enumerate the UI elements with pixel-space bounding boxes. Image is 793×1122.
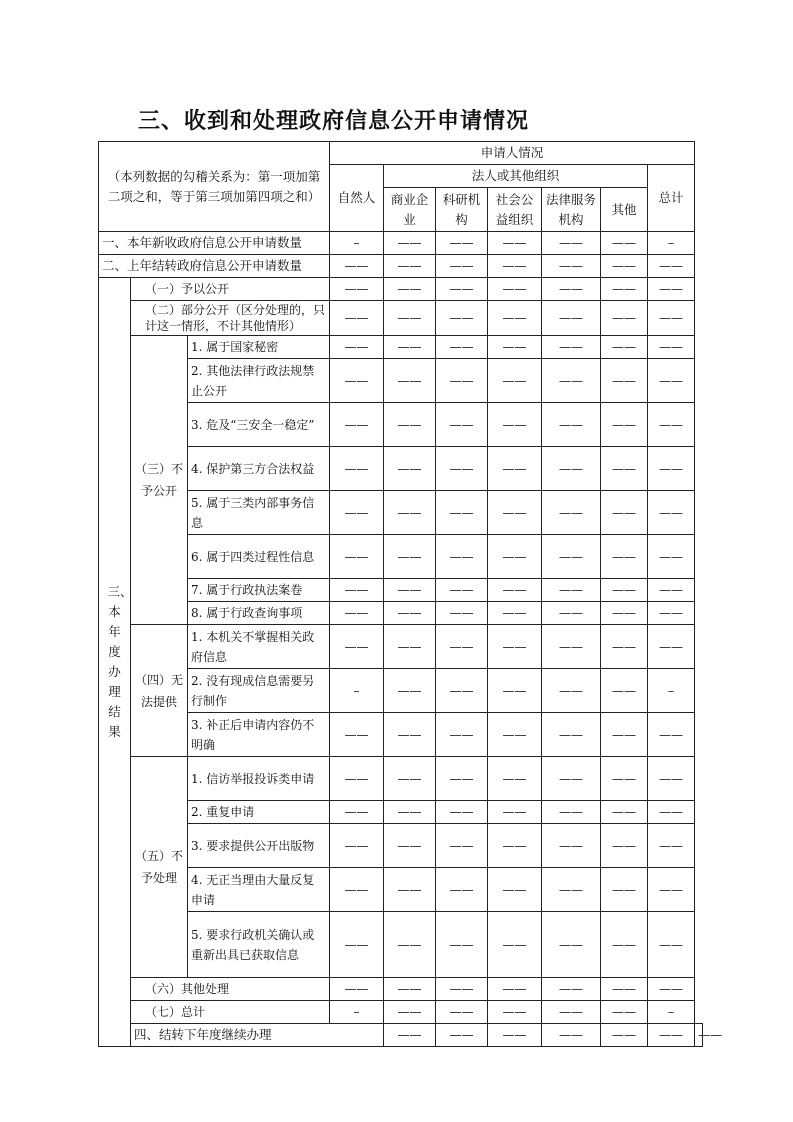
value-cell: ——	[488, 1001, 542, 1024]
value-cell: ——	[601, 336, 648, 359]
item-not-disclose: 4. 保护第三方合法权益	[188, 447, 330, 491]
value-cell: ——	[542, 801, 601, 824]
value-cell: ——	[648, 1024, 695, 1047]
value-cell: ——	[436, 301, 488, 336]
value-cell: ——	[542, 491, 601, 535]
value-cell: ——	[648, 359, 695, 403]
row-partial-disclose: （二）部分公开（区分处理的，只计这一情形，不计其他情形）	[131, 301, 330, 336]
value-cell: ——	[488, 255, 542, 278]
header-note: （本列数据的勾稽关系为：第一项加第二项之和，等于第三项加第四项之和）	[99, 142, 330, 232]
value-cell: ——	[488, 757, 542, 801]
value-cell: ——	[601, 602, 648, 625]
value-cell: ——	[648, 535, 695, 579]
value-cell: ——	[488, 868, 542, 912]
value-cell: ——	[384, 1001, 436, 1024]
value-cell: ——	[601, 359, 648, 403]
value-cell: ——	[384, 713, 436, 757]
group-not-process: （五）不予处理	[131, 757, 188, 978]
value-cell: ——	[384, 625, 436, 669]
value-cell: ——	[330, 403, 384, 447]
value-cell: ——	[488, 301, 542, 336]
item-cannot-provide: 2. 没有现成信息需要另行制作	[188, 669, 330, 713]
row-carry-forward: 四、结转下年度继续办理	[131, 1024, 384, 1047]
value-cell: ——	[648, 713, 695, 757]
value-cell: ——	[648, 868, 695, 912]
value-cell: ——	[436, 491, 488, 535]
value-cell: ——	[542, 535, 601, 579]
value-cell: ——	[384, 602, 436, 625]
value-cell: ——	[384, 1024, 436, 1047]
section-results-text: 三、本年度办理结果	[107, 584, 133, 739]
value-cell: ——	[601, 978, 648, 1001]
value-cell: ——	[542, 447, 601, 491]
value-cell: ——	[488, 232, 542, 255]
value-cell: ——	[384, 278, 436, 301]
value-cell: ——	[648, 602, 695, 625]
value-cell: ——	[330, 602, 384, 625]
group-not-disclose: （三）不予公开	[131, 336, 188, 625]
value-cell: ——	[648, 255, 695, 278]
value-cell: ——	[384, 912, 436, 978]
value-cell: ——	[488, 278, 542, 301]
value-cell: ——	[601, 757, 648, 801]
value-cell: ——	[436, 912, 488, 978]
value-cell: ——	[384, 669, 436, 713]
value-cell: ——	[436, 232, 488, 255]
value-cell: ——	[648, 278, 695, 301]
header-legal-service: 法律服务机构	[542, 188, 601, 232]
value-cell: ——	[601, 232, 648, 255]
item-not-process: 3. 要求提供公开出版物	[188, 824, 330, 868]
value-cell: ——	[601, 1024, 648, 1047]
row-subtotal: （七）总计	[131, 1001, 330, 1024]
value-cell: ——	[488, 912, 542, 978]
value-cell: ——	[648, 824, 695, 868]
value-cell: ——	[384, 868, 436, 912]
header-total: 总计	[648, 165, 695, 232]
value-cell: ——	[330, 824, 384, 868]
value-cell: ——	[542, 403, 601, 447]
value-cell: ——	[436, 535, 488, 579]
value-cell: ——	[330, 359, 384, 403]
value-cell: ——	[601, 301, 648, 336]
value-cell: ——	[648, 447, 695, 491]
value-cell: ——	[648, 757, 695, 801]
value-cell: ——	[436, 278, 488, 301]
item-not-process: 2. 重复申请	[188, 801, 330, 824]
value-cell: ——	[436, 1024, 488, 1047]
item-cannot-provide: 1. 本机关不掌握相关政府信息	[188, 625, 330, 669]
value-cell: ——	[601, 625, 648, 669]
value-cell: ——	[601, 403, 648, 447]
item-not-disclose: 1. 属于国家秘密	[188, 336, 330, 359]
value-cell: –	[330, 1001, 384, 1024]
value-cell: ——	[488, 447, 542, 491]
value-cell: ——	[648, 625, 695, 669]
value-cell: ——	[330, 713, 384, 757]
value-cell: ——	[488, 359, 542, 403]
value-cell: ——	[330, 978, 384, 1001]
value-cell: ——	[384, 978, 436, 1001]
value-cell: ——	[488, 336, 542, 359]
value-cell: ——	[330, 912, 384, 978]
value-cell: ——	[384, 447, 436, 491]
value-cell: ——	[330, 535, 384, 579]
value-cell: ——	[384, 403, 436, 447]
value-cell: ——	[384, 301, 436, 336]
value-cell: ——	[436, 1001, 488, 1024]
value-cell: ——	[601, 713, 648, 757]
section-title: 三、收到和处理政府信息公开申请情况	[138, 109, 530, 134]
value-cell: ——	[330, 491, 384, 535]
value-cell: ——	[488, 403, 542, 447]
value-cell: –	[648, 669, 695, 713]
value-cell: ——	[436, 824, 488, 868]
header-applicant: 申请人情况	[330, 142, 695, 165]
header-commercial: 商业企业	[384, 188, 436, 232]
value-cell: ——	[648, 579, 695, 602]
row-new-applications: 一、本年新收政府信息公开申请数量	[99, 232, 330, 255]
value-cell: ——	[542, 868, 601, 912]
value-cell: ——	[488, 1024, 542, 1047]
value-cell: ——	[436, 255, 488, 278]
item-not-disclose: 3. 危及“三安全一稳定”	[188, 403, 330, 447]
row-other-process: （六）其他处理	[131, 978, 330, 1001]
header-legal-person: 法人或其他组织	[384, 165, 648, 188]
value-cell: ——	[542, 301, 601, 336]
value-cell: ——	[330, 868, 384, 912]
value-cell: ——	[542, 359, 601, 403]
value-cell: ——	[601, 669, 648, 713]
value-cell: ——	[488, 491, 542, 535]
value-cell: ——	[542, 625, 601, 669]
item-not-disclose: 7. 属于行政执法案卷	[188, 579, 330, 602]
value-cell: ——	[542, 336, 601, 359]
value-cell: –	[648, 232, 695, 255]
value-cell: ——	[436, 757, 488, 801]
application-stats-table	[98, 141, 723, 1047]
value-cell: ——	[436, 801, 488, 824]
value-cell: ——	[648, 801, 695, 824]
value-cell: ——	[330, 301, 384, 336]
value-cell: ——	[488, 602, 542, 625]
value-cell: ——	[601, 912, 648, 978]
value-cell: ——	[488, 669, 542, 713]
value-cell: ——	[384, 255, 436, 278]
value-cell: ——	[601, 278, 648, 301]
value-cell: ——	[601, 579, 648, 602]
value-cell: ——	[601, 255, 648, 278]
value-cell: ——	[436, 669, 488, 713]
value-cell: ——	[648, 912, 695, 978]
item-not-disclose: 6. 属于四类过程性信息	[188, 535, 330, 579]
value-cell: ——	[488, 713, 542, 757]
value-cell: ——	[436, 359, 488, 403]
value-cell: ——	[648, 978, 695, 1001]
value-cell: ——	[488, 625, 542, 669]
value-cell: ——	[542, 602, 601, 625]
value-cell: ——	[542, 579, 601, 602]
value-cell: ——	[384, 232, 436, 255]
value-cell: ——	[542, 669, 601, 713]
value-cell: ——	[436, 336, 488, 359]
value-cell: ——	[436, 602, 488, 625]
value-cell: ——	[695, 1024, 703, 1047]
value-cell: ——	[384, 824, 436, 868]
value-cell: ——	[601, 491, 648, 535]
value-cell: ——	[542, 278, 601, 301]
value-cell: ——	[601, 868, 648, 912]
value-cell: ——	[488, 801, 542, 824]
value-cell: ——	[330, 757, 384, 801]
item-not-disclose: 8. 属于行政查询事项	[188, 602, 330, 625]
row-carried-over: 二、上年结转政府信息公开申请数量	[99, 255, 330, 278]
value-cell: ——	[436, 403, 488, 447]
value-cell: ——	[330, 255, 384, 278]
value-cell: ——	[542, 912, 601, 978]
header-other: 其他	[601, 188, 648, 232]
value-cell: ——	[330, 625, 384, 669]
value-cell: ——	[384, 336, 436, 359]
value-cell: ——	[436, 978, 488, 1001]
item-not-process: 4. 无正当理由大量反复申请	[188, 868, 330, 912]
value-cell: ——	[648, 336, 695, 359]
value-cell: ——	[384, 757, 436, 801]
value-cell: ——	[601, 801, 648, 824]
group-cannot-provide: （四）无法提供	[131, 625, 188, 757]
value-cell: ——	[330, 336, 384, 359]
item-not-disclose: 2. 其他法律行政法规禁止公开	[188, 359, 330, 403]
value-cell: ——	[330, 447, 384, 491]
value-cell: ——	[542, 713, 601, 757]
item-not-disclose: 5. 属于三类内部事务信息	[188, 491, 330, 535]
value-cell: –	[330, 669, 384, 713]
value-cell: ——	[488, 535, 542, 579]
value-cell: ——	[542, 255, 601, 278]
value-cell: ——	[384, 359, 436, 403]
value-cell: ——	[436, 625, 488, 669]
value-cell: ——	[436, 868, 488, 912]
value-cell: ——	[384, 579, 436, 602]
value-cell: ——	[601, 535, 648, 579]
value-cell: ——	[436, 447, 488, 491]
value-cell: ——	[542, 232, 601, 255]
value-cell: ——	[488, 824, 542, 868]
value-cell: ——	[436, 713, 488, 757]
value-cell: ——	[384, 491, 436, 535]
value-cell: ——	[384, 535, 436, 579]
item-not-process: 5. 要求行政机关确认或重新出具已获取信息	[188, 912, 330, 978]
item-cannot-provide: 3. 补正后申请内容仍不明确	[188, 713, 330, 757]
value-cell: ——	[601, 447, 648, 491]
value-cell: –	[330, 232, 384, 255]
item-not-process: 1. 信访举报投诉类申请	[188, 757, 330, 801]
header-social: 社会公益组织	[488, 188, 542, 232]
value-cell: ——	[330, 579, 384, 602]
value-cell: ——	[542, 824, 601, 868]
value-cell: –	[648, 1001, 695, 1024]
value-cell: ——	[601, 1001, 648, 1024]
header-natural-person: 自然人	[330, 165, 384, 232]
header-research: 科研机构	[436, 188, 488, 232]
value-cell: ——	[384, 801, 436, 824]
value-cell: ——	[542, 1001, 601, 1024]
value-cell: ——	[648, 491, 695, 535]
value-cell: ——	[601, 824, 648, 868]
value-cell: ——	[542, 1024, 601, 1047]
value-cell: ——	[542, 978, 601, 1001]
value-cell: ——	[648, 301, 695, 336]
value-cell: ——	[542, 757, 601, 801]
value-cell: ——	[436, 579, 488, 602]
section-results-label	[99, 278, 131, 1047]
value-cell: ——	[330, 278, 384, 301]
value-cell: ——	[330, 801, 384, 824]
value-cell: ——	[488, 579, 542, 602]
value-cell: ——	[488, 978, 542, 1001]
value-cell: ——	[648, 403, 695, 447]
row-disclose: （一）予以公开	[131, 278, 330, 301]
